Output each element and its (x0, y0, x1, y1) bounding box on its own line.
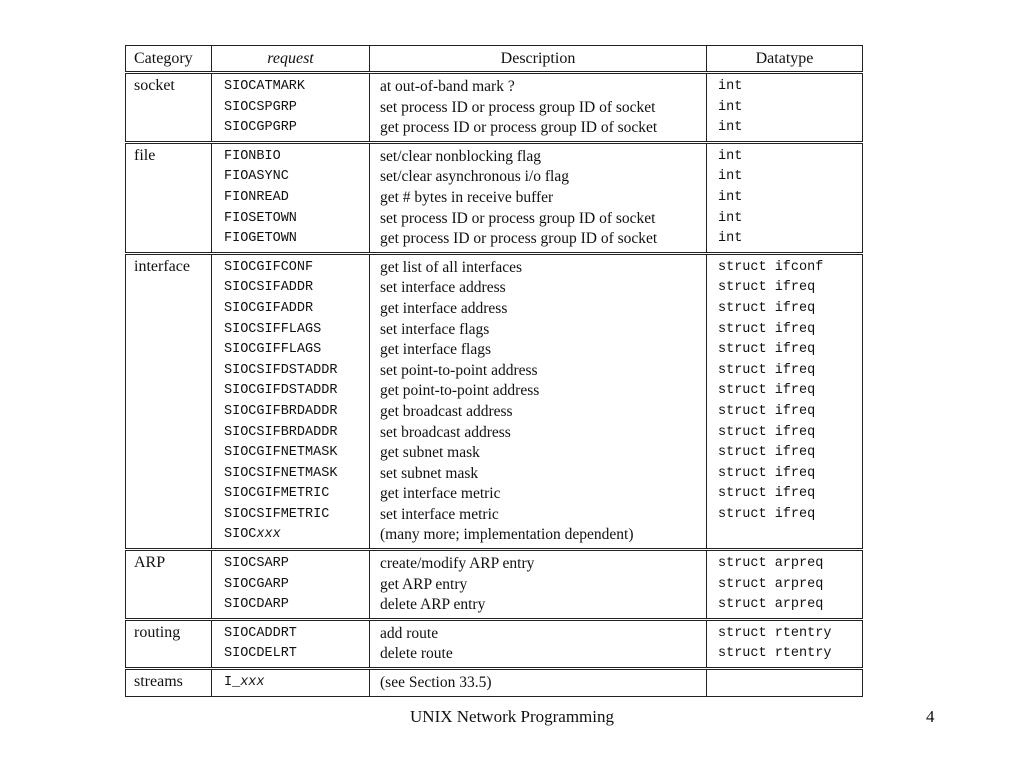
request-datatype: struct ifreq (718, 383, 816, 399)
requests-cell (212, 73, 370, 143)
descriptions-cell (370, 142, 707, 253)
request-description: get ARP entry (380, 575, 468, 593)
request-name: SIOCSPGRP (224, 99, 297, 115)
footer-title: UNIX Network Programming (410, 707, 614, 726)
request-name: SIOCGIFDSTADDR (224, 383, 338, 399)
category-cell: streams (126, 669, 212, 697)
datatypes-cell (707, 669, 863, 697)
request-datatype: struct ifconf (718, 259, 824, 275)
request-description: (many more; implementation dependent) (380, 526, 634, 544)
request-datatype: int (718, 148, 743, 164)
request-datatype: int (718, 79, 743, 94)
table-row (126, 619, 863, 668)
request-name: FIOGETOWN (224, 231, 297, 247)
request-datatype: struct ifreq (718, 465, 816, 481)
descriptions-cell (370, 73, 707, 143)
request-name: SIOCSIFFLAGS (224, 321, 322, 337)
request-description: set interface flags (380, 320, 490, 338)
requests-cell (212, 253, 370, 549)
category-cell: file (126, 142, 212, 253)
request-name: FIOSETOWN (224, 210, 297, 226)
header-description: Description (370, 46, 707, 73)
request-description: set/clear asynchronous i/o flag (380, 168, 569, 186)
request-description: get interface address (380, 299, 508, 317)
request-description: delete route (380, 645, 453, 663)
request-datatype: struct ifreq (718, 321, 816, 337)
request-datatype: int (718, 231, 743, 247)
table-row (126, 669, 863, 697)
request-datatype: struct arpreq (718, 597, 824, 613)
request-name: FIOASYNC (224, 169, 289, 185)
request-name: SIOCSARP (224, 556, 289, 572)
table-body (126, 73, 863, 697)
request-datatype (707, 525, 862, 546)
request-datatype: struct ifreq (718, 362, 816, 378)
request-name: SIOCGPGRP (224, 120, 297, 136)
datatypes-cell (707, 550, 863, 620)
request-description: set process ID or process group ID of socket (380, 98, 656, 116)
request-name: SIOCGIFNETMASK (224, 445, 338, 461)
request-datatype: int (718, 169, 743, 185)
request-name: SIOCGARP (224, 576, 289, 592)
header-category: Category (126, 46, 212, 73)
datatypes-cell (707, 253, 863, 549)
page-number: 4 (926, 707, 935, 726)
request-name: SIOCGIFCONF (224, 259, 314, 275)
request-description: set/clear nonblocking flag (380, 147, 541, 165)
request-name: I_xxx (224, 675, 265, 691)
request-name: SIOCGIFADDR (224, 300, 314, 316)
request-datatype: struct ifreq (718, 342, 816, 358)
request-name: SIOCSIFBRDADDR (224, 424, 338, 440)
header-datatype: Datatype (707, 46, 863, 73)
requests-cell (212, 669, 370, 697)
request-name: SIOCATMARK (224, 79, 306, 94)
datatypes-cell (707, 619, 863, 668)
request-description: set process ID or process group ID of socket (380, 209, 656, 227)
request-datatype: int (718, 210, 743, 226)
request-description: set interface address (380, 279, 506, 297)
request-name: SIOCGIFMETRIC (224, 486, 330, 502)
request-datatype: struct ifreq (718, 486, 816, 502)
header-request: request (212, 46, 370, 73)
request-description: get subnet mask (380, 444, 480, 462)
request-description: set interface metric (380, 505, 499, 523)
request-description: delete ARP entry (380, 596, 486, 614)
request-name: SIOCDELRT (224, 646, 297, 662)
request-datatype: struct ifreq (718, 280, 816, 296)
request-description: get point-to-point address (380, 382, 540, 400)
request-datatype: struct rtentry (718, 646, 832, 662)
request-name: FIONBIO (224, 148, 281, 164)
request-datatype: struct ifreq (718, 506, 816, 522)
datatypes-cell (707, 73, 863, 143)
table-row (126, 142, 863, 253)
request-name: SIOCSIFADDR (224, 280, 314, 296)
requests-cell (212, 142, 370, 253)
request-name: SIOCxxx (224, 527, 281, 543)
descriptions-cell (370, 550, 707, 620)
request-description: set point-to-point address (380, 361, 538, 379)
requests-cell (212, 619, 370, 668)
request-datatype: struct ifreq (718, 403, 816, 419)
request-name: SIOCDARP (224, 597, 289, 613)
request-description: get # bytes in receive buffer (380, 188, 554, 206)
table-row (126, 73, 863, 143)
category-cell: socket (126, 73, 212, 143)
request-datatype: int (718, 120, 743, 136)
request-datatype: struct rtentry (718, 625, 832, 641)
request-description: create/modify ARP entry (380, 555, 535, 573)
request-name: SIOCSIFMETRIC (224, 506, 330, 522)
request-name: SIOCSIFDSTADDR (224, 362, 338, 378)
request-datatype: struct ifreq (718, 424, 816, 440)
table-row (126, 550, 863, 620)
request-datatype: struct arpreq (718, 576, 824, 592)
request-description: at out-of-band mark ? (380, 78, 515, 95)
request-description: get interface flags (380, 341, 492, 359)
descriptions-cell (370, 669, 707, 697)
request-datatype: struct ifreq (718, 445, 816, 461)
descriptions-cell (370, 253, 707, 549)
request-datatype: int (718, 99, 743, 115)
request-name: SIOCGIFFLAGS (224, 342, 322, 358)
request-datatype (707, 673, 862, 694)
request-name: SIOCSIFNETMASK (224, 465, 338, 481)
request-datatype: struct arpreq (718, 556, 824, 572)
request-name: FIONREAD (224, 189, 289, 205)
requests-cell (212, 550, 370, 620)
table-header-row (126, 46, 863, 73)
request-datatype: int (718, 189, 743, 205)
descriptions-cell (370, 619, 707, 668)
request-description: set broadcast address (380, 423, 511, 441)
request-description: add route (380, 624, 439, 642)
request-description: get broadcast address (380, 402, 513, 420)
ioctl-request-table (125, 45, 863, 697)
request-description: get process ID or process group ID of socket (380, 119, 658, 137)
request-description: get list of all interfaces (380, 258, 523, 276)
datatypes-cell (707, 142, 863, 253)
request-name: SIOCADDRT (224, 625, 297, 641)
category-cell: interface (126, 253, 212, 549)
request-description: (see Section 33.5) (380, 674, 492, 692)
category-cell: ARP (126, 550, 212, 620)
request-name: SIOCGIFBRDADDR (224, 403, 338, 419)
request-description: set subnet mask (380, 464, 479, 482)
request-description: get process ID or process group ID of socket (380, 230, 658, 248)
table-row (126, 253, 863, 549)
category-cell: routing (126, 619, 212, 668)
request-datatype: struct ifreq (718, 300, 816, 316)
request-description: get interface metric (380, 485, 501, 503)
